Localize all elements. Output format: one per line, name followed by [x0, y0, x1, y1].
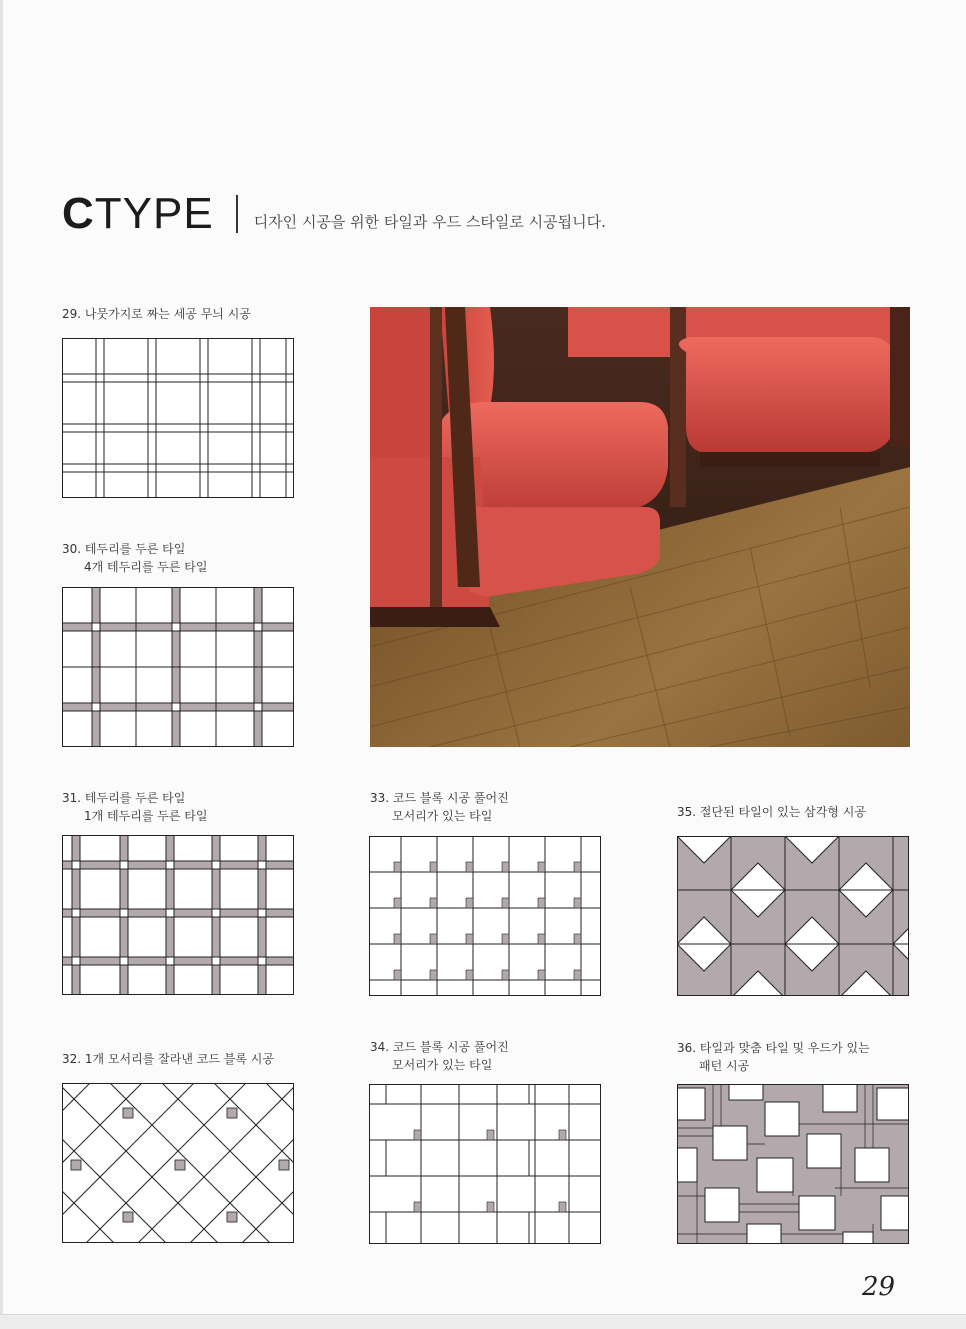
- header-subtitle: 디자인 시공을 위한 타일과 우드 스타일로 시공됩니다.: [253, 212, 606, 231]
- caption-32: 32. 1개 모서리를 잘라낸 코드 블록 시공: [62, 1052, 274, 1066]
- pattern-30-bordered-tile-diagram: [62, 587, 294, 747]
- pattern-32-diagonal-tile-diagram: [62, 1083, 294, 1243]
- pattern-29-basketweave-diagram: [62, 338, 294, 498]
- caption-31: 31. 테두리를 두른 타일 1개 테두리를 두른 타일: [62, 791, 208, 823]
- page-number: 29: [862, 1272, 896, 1302]
- caption-29: 29. 나뭇가지로 짜는 세공 무늬 시공: [62, 307, 251, 321]
- caption-36: 36. 타일과 맞춤 타일 및 우드가 있는 패턴 시공: [677, 1041, 870, 1073]
- pattern-35-triangle-tile-diagram: [677, 836, 909, 996]
- caption-35: 35. 절단된 타일이 있는 삼각형 시공: [677, 805, 866, 819]
- pattern-33-block-tile-diagram: [369, 836, 601, 996]
- header-divider: [236, 195, 238, 233]
- page-bottom-shadow: [0, 1314, 966, 1329]
- caption-30: 30. 테두리를 두른 타일 4개 테두리를 두른 타일: [62, 542, 208, 574]
- caption-33: 33. 코드 블록 시공 풀어진 모서리가 있는 타일: [370, 791, 509, 823]
- pattern-36-tile-wood-diagram: [677, 1084, 909, 1244]
- pattern-34-block-tile-diagram: [369, 1084, 601, 1244]
- section-header: [62, 189, 606, 238]
- caption-34: 34. 코드 블록 시공 풀어진 모서리가 있는 타일: [370, 1040, 509, 1072]
- page-edge-shadow: [0, 0, 3, 1329]
- pattern-31-bordered-tile-diagram: [62, 835, 294, 995]
- ctype-logo: CTYPE: [62, 189, 214, 238]
- booth-seating-photo: [370, 307, 910, 747]
